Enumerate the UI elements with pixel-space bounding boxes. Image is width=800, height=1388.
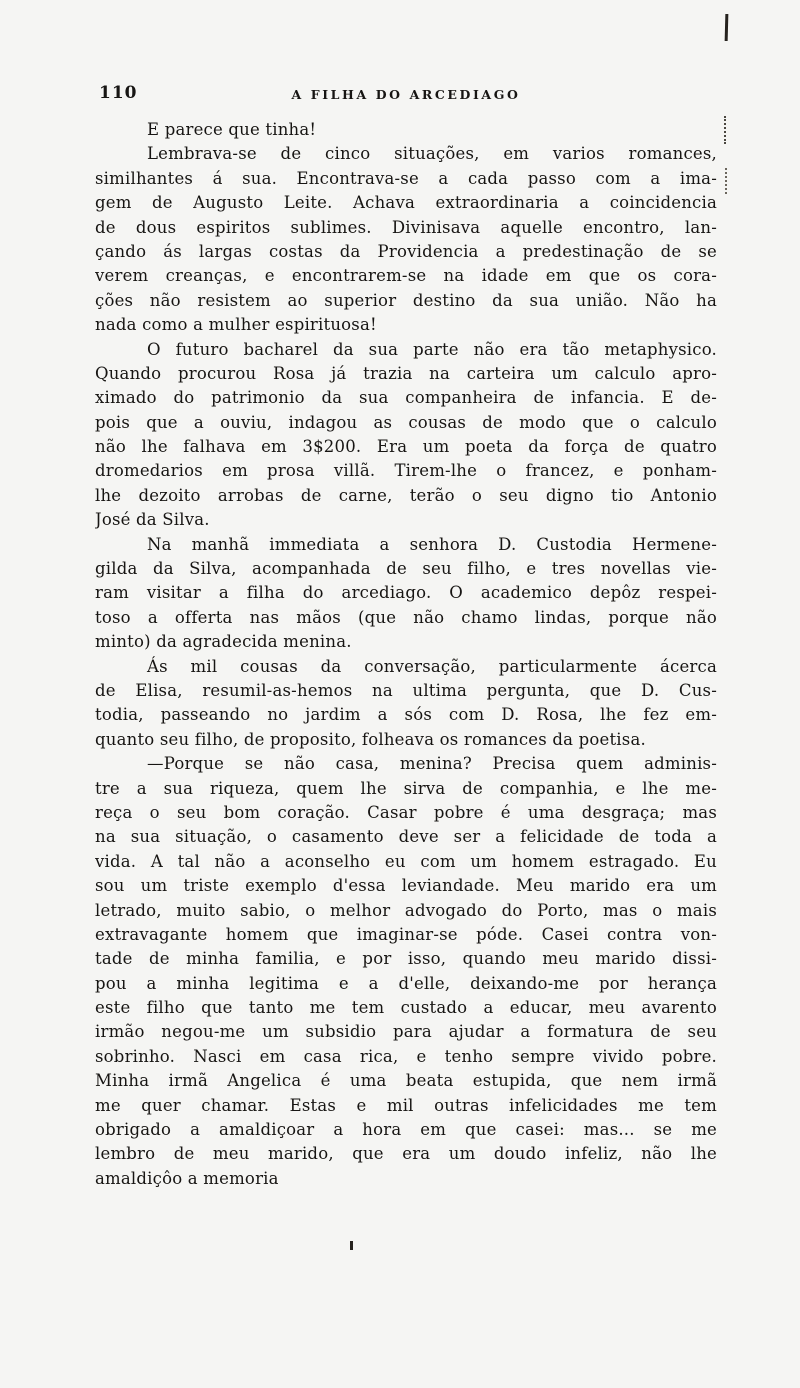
text-line: dromedarios em prosa villã. Tirem-lhe o francez, e ponham-: [95, 461, 717, 481]
page-header: [95, 83, 717, 105]
text-line: de Elisa, resumil-as-hemos na ultima pergunta, que D. Cus-: [95, 680, 717, 700]
text-line: extravagante homem que imaginar-se póde. Casei contra von-: [95, 924, 717, 944]
text-line: O futuro bacharel da sua parte não era tão metaphysico.: [147, 339, 717, 359]
text-line: pois que a ouviu, indagou as cousas de modo que o calculo: [95, 412, 717, 432]
text-line: çando ás largas costas da Providencia a predestinação de se: [95, 241, 717, 261]
text-line: Na manhã immediata a senhora D. Custodia Hermene-: [147, 534, 717, 554]
text-line: sou um triste exemplo d'essa leviandade. Meu marido era um: [95, 876, 717, 896]
text-line: gilda da Silva, acompanhada de seu filho, e tres novellas vie-: [95, 559, 717, 579]
text-line: reça o seu bom coração. Casar pobre é uma desgraça; mas: [95, 802, 717, 822]
page-text-column: [95, 118, 717, 1191]
text-line: Lembrava-se de cinco situações, em varios romances,: [147, 144, 717, 164]
text-line: pou a minha legitima e a d'elle, deixando-me por herança: [95, 973, 717, 993]
text-line: quanto seu filho, de proposito, folheava os romances da poetisa.: [95, 729, 646, 749]
text-line: obrigado a amaldiçoar a hora em que casei: mas... se me: [95, 1120, 717, 1140]
scan-artifact-top-right-stroke: [725, 14, 729, 41]
text-line: tade de minha familia, e por isso, quando meu marido dissi-: [95, 949, 717, 969]
text-line: ximado do patrimonio da sua companheira de infancia. E de-: [95, 388, 717, 408]
text-line: minto) da agradecida menina.: [95, 632, 352, 652]
scan-artifact-right-edge-dashes: [724, 116, 726, 144]
text-line: este filho que tanto me tem custado a educar, meu avarento: [95, 998, 717, 1018]
scan-artifact-right-edge-dots: [725, 168, 727, 194]
text-line: lembro de meu marido, que era um doudo infeliz, não lhe: [95, 1144, 717, 1164]
text-line: tre a sua riqueza, quem lhe sirva de companhia, e lhe me-: [95, 778, 717, 798]
scan-artifact-bottom-tick: [350, 1241, 353, 1250]
text-line: verem creanças, e encontrarem-se na idade em que os cora-: [95, 266, 717, 286]
text-line: irmão negou-me um subsidio para ajudar a formatura de seu: [95, 1022, 717, 1042]
running-title: A FILHA DO ARCEDIAGO: [291, 87, 521, 102]
text-line: Quando procurou Rosa já trazia na carteira um calculo apro-: [95, 363, 717, 383]
text-line: gem de Augusto Leite. Achava extraordinaria a coincidencia: [95, 193, 717, 213]
text-line: ram visitar a filha do arcediago. O academico depôz respei-: [95, 583, 717, 603]
text-line: nada como a mulher espirituosa!: [95, 315, 377, 335]
text-line: José da Silva.: [95, 510, 210, 530]
text-line: amaldiçôo a memoria: [95, 1168, 279, 1188]
text-line: ções não resistem ao superior destino da sua união. Não ha: [95, 290, 717, 310]
text-line: sobrinho. Nasci em casa rica, e tenho sempre vivido pobre.: [95, 1046, 717, 1066]
text-line: me quer chamar. Estas e mil outras infelicidades me tem: [95, 1095, 717, 1115]
text-line: letrado, muito sabio, o melhor advogado do Porto, mas o mais: [95, 900, 717, 920]
text-line: E parece que tinha!: [147, 120, 317, 139]
text-line: —Porque se não casa, menina? Precisa quem adminis-: [147, 754, 717, 774]
page-number: 110: [99, 83, 138, 103]
text-line: vida. A tal não a aconselho eu com um homem estragado. Eu: [95, 851, 717, 871]
text-line: na sua situação, o casamento deve ser a felicidade de toda a: [95, 827, 717, 847]
text-line: todia, passeando no jardim a sós com D. Rosa, lhe fez em-: [95, 705, 717, 725]
text-line: lhe dezoito arrobas de carne, terão o seu digno tio Antonio: [95, 485, 717, 505]
text-line: similhantes á sua. Encontrava-se a cada passo com a ima-: [95, 168, 717, 188]
text-line: Ás mil cousas da conversação, particularmente ácerca: [147, 656, 717, 676]
text-line: toso a offerta nas mãos (que não chamo lindas, porque não: [95, 607, 717, 627]
text-line: de dous espiritos sublimes. Divinisava aquelle encontro, lan-: [95, 217, 717, 237]
text-line: não lhe falhava em 3$200. Era um poeta da força de quatro: [95, 437, 717, 457]
text-line: Minha irmã Angelica é uma beata estupida, que nem irmã: [95, 1071, 717, 1091]
